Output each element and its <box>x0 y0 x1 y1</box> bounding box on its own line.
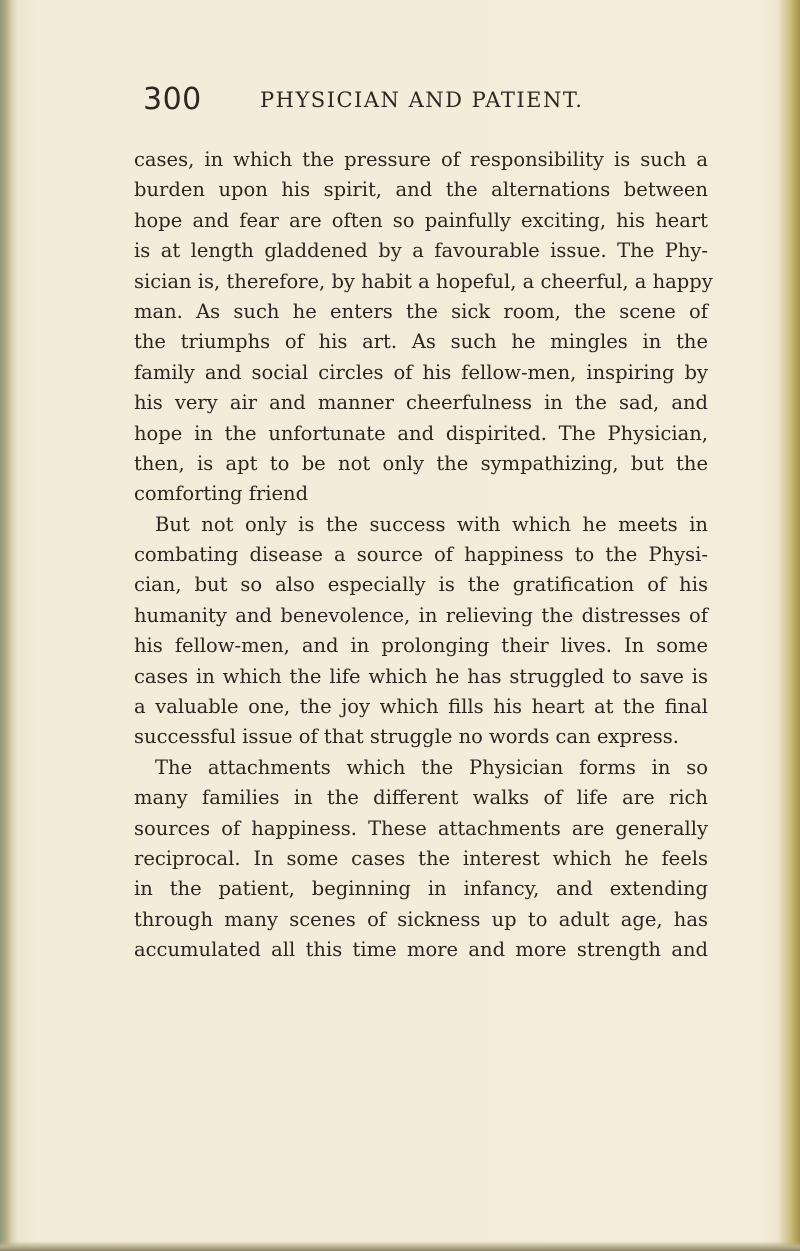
body-text <box>134 145 713 966</box>
text-line: many families in the different walks of life are rich <box>134 786 708 810</box>
text-line: cases in which the life which he has struggled to save is <box>134 664 708 688</box>
binding-shadow-right <box>778 0 800 1251</box>
text-line: his fellow-men, and in prolonging their lives. In some <box>134 634 708 658</box>
text-line: sources of happiness. These attachments are generally <box>134 816 708 840</box>
text-line: man. As such he enters the sick room, the scene of <box>134 299 708 323</box>
text-line: hope and fear are often so painfully exciting, his heart <box>134 208 708 232</box>
text-line: cian, but so also especially is the gratification of his <box>134 573 708 597</box>
page-bottom-edge <box>0 1241 800 1251</box>
page-header <box>143 82 703 122</box>
text-line: in the patient, beginning in infancy, and extending <box>134 877 708 901</box>
page-number: 300 <box>143 82 202 117</box>
text-line: is at length gladdened by a favourable issue. The Phy- <box>134 239 708 263</box>
text-line: cases, in which the pressure of responsibility is such a <box>134 148 708 171</box>
text-line: his very air and manner cheerfulness in the sad, and <box>134 391 708 415</box>
text-line: comforting friend <box>134 482 309 506</box>
running-head: PHYSICIAN AND PATIENT. <box>260 88 584 112</box>
text-line: a valuable one, the joy which fills his heart at the final <box>134 695 708 719</box>
text-line: successful issue of that struggle no words can express. <box>134 725 679 749</box>
text-line: then, is apt to be not only the sympathizing, but the <box>134 451 708 475</box>
text-line: the triumphs of his art. As such he mingles in the <box>134 330 708 354</box>
text-line: family and social circles of his fellow-men, inspiring by <box>134 360 708 384</box>
text-line: sician is, therefore, by habit a hopeful, a cheerful, a happy <box>134 269 713 293</box>
text-line: reciprocal. In some cases the interest which he feels <box>134 846 708 870</box>
text-line: through many scenes of sickness up to adult age, has <box>134 907 708 931</box>
text-line: humanity and benevolence, in relieving the distresses of <box>134 603 708 627</box>
text-line: combating disease a source of happiness to the Physi- <box>134 543 708 567</box>
text-line: But not only is the success with which he meets in <box>155 512 708 536</box>
text-line: accumulated all this time more and more strength and <box>134 938 708 962</box>
binding-shadow-left <box>0 0 18 1251</box>
text-line: hope in the unfortunate and dispirited. The Physician, <box>134 421 708 445</box>
text-line: The attachments which the Physician forms in so <box>155 755 708 779</box>
text-line: burden upon his spirit, and the alternations between <box>134 178 708 202</box>
